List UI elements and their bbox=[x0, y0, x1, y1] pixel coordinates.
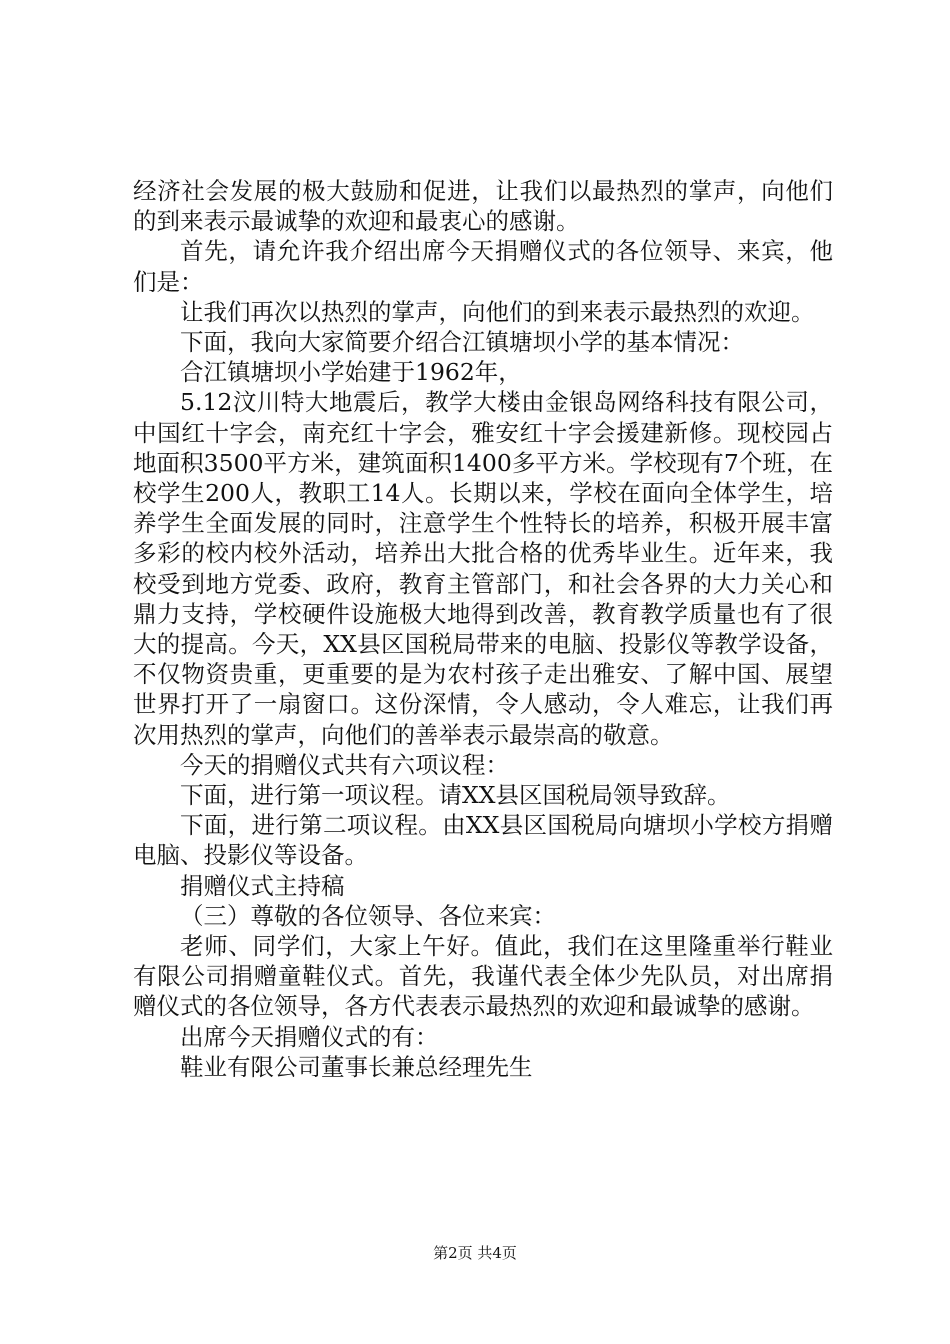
paragraph: 下面，我向大家简要介绍合江镇塘坝小学的基本情况： bbox=[180, 328, 744, 357]
paragraph: （三）尊敬的各位领导、各位来宾： bbox=[180, 901, 556, 930]
document-body bbox=[133, 176, 833, 1082]
paragraph: 经济社会发展的极大鼓励和促进，让我们以最热烈的掌声，向他们的到来表示最诚挚的欢迎和最衷心的感谢。 bbox=[133, 177, 833, 236]
paragraph: 让我们再次以热烈的掌声，向他们的到来表示最热烈的欢迎。 bbox=[180, 297, 815, 326]
paragraph: 5.12汶川特大地震后，教学大楼由金银岛网络科技有限公司，中国红十字会，南充红十字会，雅安红十字会援建新修。现校园占地面积3500平方米，建筑面积1400多平方米。学校现有7个班，在校学生200人，教职工14人。长期以来，学校在面向全体学生，培养学生全面发展的同时，注意学生个性特长的培养，积极开展丰富多彩的校内校外活动，培养出大批合格的优秀毕业生。近年来，我校受到地方党委、政府，教育主管部门，和社会各界的大力关心和鼎力支持，学校硬件设施极大地得到改善，教育教学质量也有了很大的提高。今天，XX县区国税局带来的电脑、投影仪等教学设备，不仅物资贵重，更重要的是为农村孩子走出雅安、了解中国、展望世界打开了一扇窗口。这份深情，令人感动，令人难忘，让我们再次用热烈的掌声，向他们的善举表示最崇高的敬意。 bbox=[133, 388, 833, 749]
page-number: 第2页 共4页 bbox=[433, 1244, 517, 1262]
paragraph: 今天的捐赠仪式共有六项议程： bbox=[180, 750, 509, 779]
page-footer bbox=[0, 1243, 950, 1263]
paragraph: 合江镇塘坝小学始建于1962年， bbox=[180, 358, 522, 387]
paragraph: 首先，请允许我介绍出席今天捐赠仪式的各位领导、来宾，他们是： bbox=[133, 237, 833, 296]
paragraph: 鞋业有限公司董事长兼总经理先生 bbox=[180, 1052, 533, 1081]
paragraph: 出席今天捐赠仪式的有： bbox=[180, 1022, 439, 1051]
paragraph: 下面，进行第二项议程。由XX县区国税局向塘坝小学校方捐赠电脑、投影仪等设备。 bbox=[133, 811, 833, 870]
paragraph: 下面，进行第一项议程。请XX县区国税局领导致辞。 bbox=[180, 781, 731, 810]
paragraph: 老师、同学们，大家上午好。值此，我们在这里隆重举行鞋业有限公司捐赠童鞋仪式。首先，我谨代表全体少先队员，对出席捐赠仪式的各位领导，各方代表表示最热烈的欢迎和最诚挚的感谢。 bbox=[133, 932, 833, 1021]
paragraph: 捐赠仪式主持稿 bbox=[180, 871, 345, 900]
